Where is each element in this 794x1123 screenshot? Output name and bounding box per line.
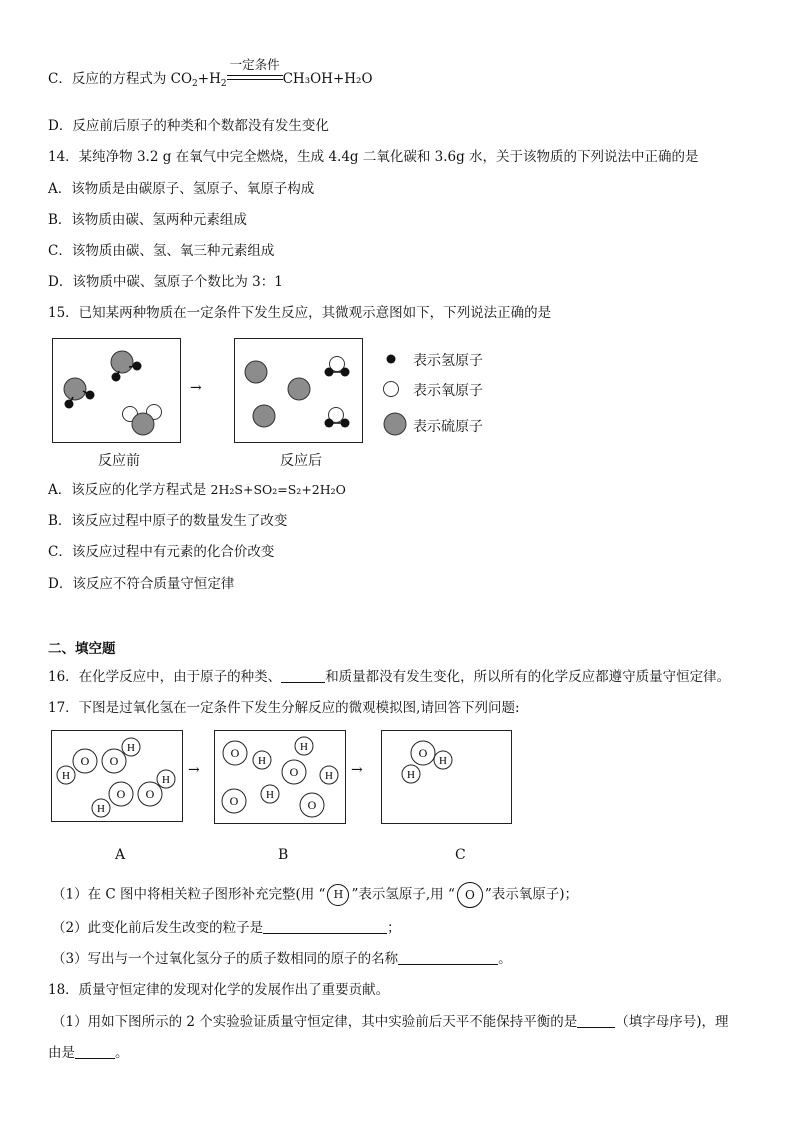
oxygen-atom-label: O <box>145 787 155 801</box>
q17-label-a: A <box>115 847 126 863</box>
oxygen-atom-label: O <box>116 787 126 801</box>
q17-box-c <box>381 730 512 824</box>
q15-after-diagram <box>235 339 362 442</box>
q14-option-c: C．该物质由碳、氢、氧三种元素组成 <box>48 243 275 259</box>
hydrogen-atom-label: H <box>97 803 105 815</box>
q15-stem: 15．已知某两种物质在一定条件下发生反应，其微观示意图如下，下列说法正确的是 <box>48 305 552 321</box>
q17-part-2: （2）此变化前后发生改变的粒子是 ； <box>52 920 401 936</box>
q18-reason-blank[interactable] <box>75 1044 115 1059</box>
equal-sign <box>227 75 283 80</box>
q17-diagram-c <box>382 731 511 823</box>
oxygen-atom-label: O <box>80 754 90 768</box>
legend-oxygen-label: 表示氧原子 <box>413 383 483 399</box>
q17-part-3-blank[interactable] <box>398 950 498 965</box>
hydrogen-atom-label: H <box>162 774 170 786</box>
legend-hydrogen-label: 表示氢原子 <box>413 353 483 369</box>
hydrogen-atom-label: H <box>127 742 135 754</box>
q17-arrow-2: → <box>351 762 363 778</box>
oxygen-atom-label: O <box>289 765 299 779</box>
q13-option-d: D．反应前后原子的种类和个数都没有发生变化 <box>48 118 329 134</box>
water-molecule <box>325 357 350 377</box>
q14-stem: 14．某纯净物 3.2 g 在氧气中完全燃烧，生成 4.4g 二氧化碳和 3.6g 水，关于该物质的下列说法中正确的是 <box>48 149 699 165</box>
q15-legend <box>381 350 541 440</box>
hydrogen-atom-label: H <box>407 769 415 781</box>
q17-diagram-b <box>215 731 345 823</box>
q15-arrow: → <box>190 380 202 396</box>
hydrogen-symbol-icon <box>387 355 396 364</box>
q14-option-a: A．该物质是由碳原子、氢原子、氧原子构成 <box>48 181 315 197</box>
so2-molecule <box>123 405 162 436</box>
q18-part-1: （1）用如下图所示的 2 个实验验证质量守恒定律，其中实验前后天平不能保持平衡的是 （填字母序号)，理 <box>52 1014 729 1030</box>
sulfur-atom <box>253 405 275 427</box>
oxygen-atom-label: O <box>230 746 240 760</box>
oxygen-atom-label: O <box>418 746 428 760</box>
legend-sulfur-label: 表示硫原子 <box>413 419 483 435</box>
q18-stem: 18．质量守恒定律的发现对化学的发展作出了重要贡献。 <box>48 982 390 998</box>
q15-option-a: A．该反应的化学方程式是 2H₂S+SO₂=S₂+2H₂O <box>48 482 346 498</box>
q17-stem: 17．下图是过氧化氢在一定条件下发生分解反应的微观模拟图,请回答下列问题: <box>48 700 520 716</box>
hydrogen-atom-label: H <box>266 789 274 801</box>
q17-box-b <box>214 730 346 824</box>
water-molecule <box>325 408 350 428</box>
oxygen-atom-icon: O <box>457 882 483 908</box>
q15-after-label: 反应后 <box>280 453 322 469</box>
q15-after-box <box>234 338 363 443</box>
reaction-condition: 一定条件 <box>227 70 283 88</box>
q14-option-b: B．该物质由碳、氢两种元素组成 <box>48 212 247 228</box>
q15-before-box <box>52 338 181 443</box>
q16-answer-blank[interactable] <box>281 668 325 683</box>
q17-diagram-a <box>52 731 182 821</box>
oxygen-atom-label: O <box>229 794 239 808</box>
hydrogen-atom-label: H <box>258 755 266 767</box>
q17-label-c: C <box>455 847 466 863</box>
q15-option-c: C．该反应过程中有元素的化合价改变 <box>48 544 275 560</box>
sulfur-symbol-icon <box>384 413 406 435</box>
hydrogen-atom-icon: H <box>327 884 349 906</box>
hydrogen-atom-label: H <box>325 770 333 782</box>
q13-option-c: C．反应的方程式为 $CO_2+H_2$ 一定条件 CH₃OH+H₂O <box>48 57 373 89</box>
q15-option-d: D．该反应不符合质量守恒定律 <box>48 576 235 592</box>
q18-part-1-blank[interactable] <box>577 1013 615 1028</box>
q17-arrow-1: → <box>188 762 200 778</box>
sulfur-atom <box>288 378 310 400</box>
sulfur-atom <box>245 361 267 383</box>
q17-part-2-blank[interactable] <box>263 919 387 934</box>
h2s-molecule <box>64 378 95 409</box>
q17-box-a <box>51 730 183 822</box>
oxygen-symbol-icon <box>384 382 399 397</box>
q16-stem: 16．在化学反应中，由于原子的种类、 和质量都没有发生变化，所以所有的化学反应都遵守质量守恒定律。 <box>48 669 731 685</box>
q17-part-3: （3）写出与一个过氧化氢分子的质子数相同的原子的名称 。 <box>52 951 512 967</box>
q15-option-b: B．该反应过程中原子的数量发生了改变 <box>48 513 288 529</box>
h2s-molecule <box>111 351 142 382</box>
q17-part-1: （1）在 C 图中将相关粒子图形补充完整(用 “ H ”表示氢原子,用 “ O ”表示氧原子)； <box>52 882 578 908</box>
q17-label-b: B <box>278 847 289 863</box>
hydrogen-atom-label: H <box>300 741 308 753</box>
q15-before-diagram <box>53 339 180 442</box>
oxygen-atom-label: O <box>307 798 317 812</box>
q18-part-1-line2: 由是 。 <box>48 1045 129 1061</box>
hydrogen-atom-label: H <box>62 770 70 782</box>
section-title: 二、填空题 <box>48 641 116 657</box>
oxygen-atom-label: O <box>109 754 119 768</box>
q15-before-label: 反应前 <box>98 453 140 469</box>
q14-option-d: D．该物质中碳、氢原子个数比为 3：1 <box>48 274 283 290</box>
hydrogen-atom-label: H <box>439 755 447 767</box>
legend-symbols <box>381 350 411 440</box>
